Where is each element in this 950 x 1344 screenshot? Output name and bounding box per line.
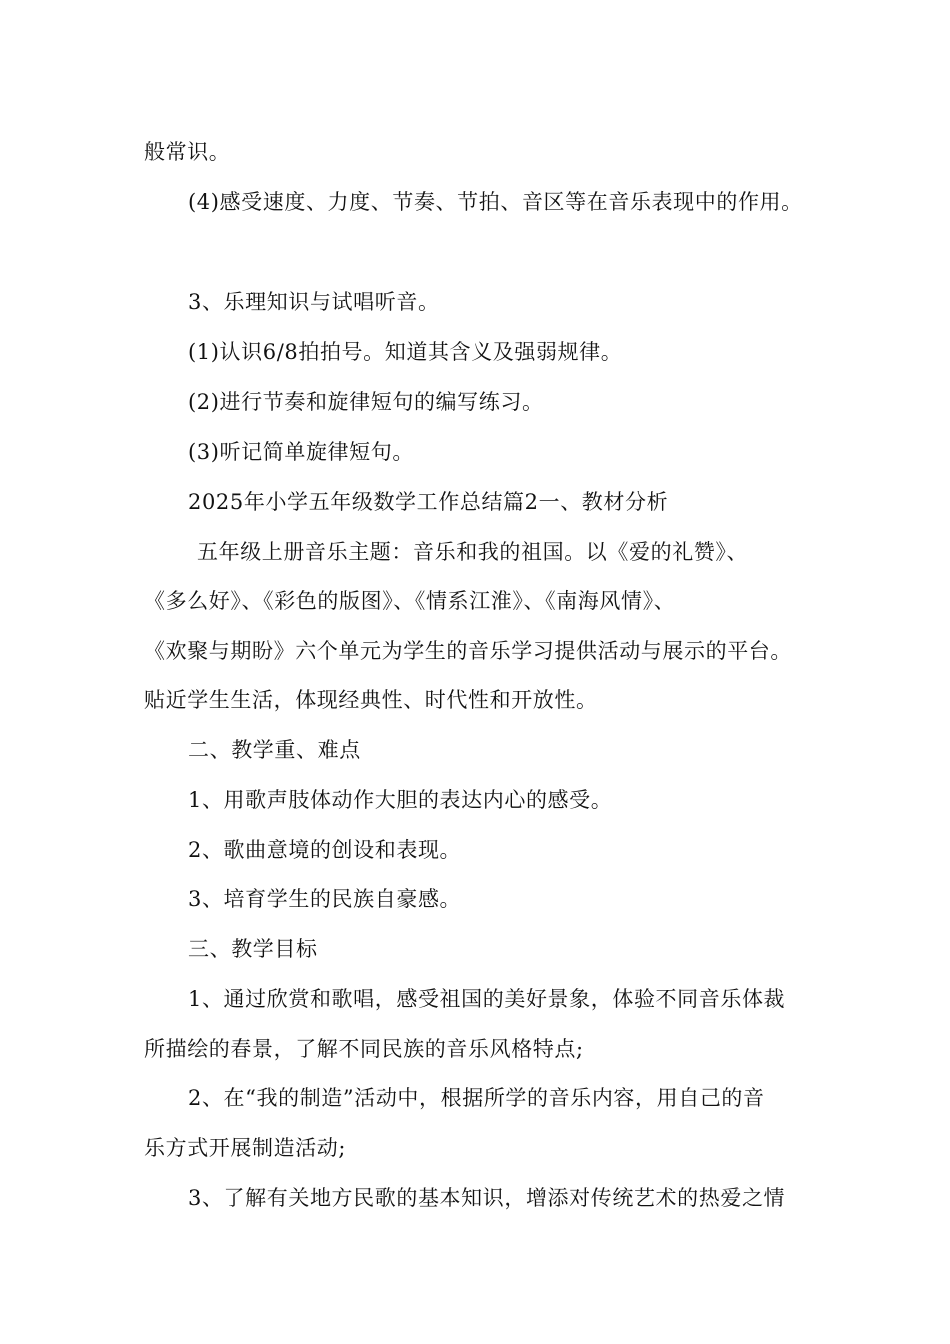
text-line: (1)认识6/8拍拍号。知道其含义及强弱规律。: [188, 340, 623, 364]
text-line: 3、了解有关地方民歌的基本知识，增添对传统艺术的热爱之情: [188, 1186, 786, 1210]
text-line: 贴近学生生活，体现经典性、时代性和开放性。: [144, 688, 598, 712]
text-line: 3、乐理知识与试唱听音。: [188, 290, 440, 314]
text-line: 1、通过欣赏和歌唱，感受祖国的美好景象，体验不同音乐体裁: [188, 987, 786, 1011]
text-line: 《欢聚与期盼》六个单元为学生的音乐学习提供活动与展示的平台。: [144, 639, 792, 663]
text-line: (3)听记简单旋律短句。: [188, 440, 414, 464]
text-line: 2、歌曲意境的创设和表现。: [188, 838, 462, 862]
text-line: 2025年小学五年级数学工作总结篇2一、教材分析: [188, 490, 669, 514]
text-line: 3、培育学生的民族自豪感。: [188, 887, 462, 911]
text-line: (2)进行节奏和旋律短句的编写练习。: [188, 390, 544, 414]
text-line: 《多么好》、《彩色的版图》、《情系江淮》、《南海风情》、: [144, 589, 676, 613]
text-line: 2、在“我的制造”活动中，根据所学的音乐内容，用自己的音: [188, 1086, 765, 1110]
text-line: 般常识。: [144, 140, 231, 164]
text-line: (4)感受速度、力度、节奏、节拍、音区等在音乐表现中的作用。: [188, 190, 803, 214]
text-line: 三、教学目标: [188, 937, 318, 961]
text-line: 乐方式开展制造活动;: [144, 1136, 347, 1160]
text-line: 所描绘的春景，了解不同民族的音乐风格特点;: [144, 1037, 584, 1061]
text-line: 五年级上册音乐主题：音乐和我的祖国。以《爱的礼赞》、: [197, 540, 749, 564]
text-line: 二、教学重、难点: [188, 738, 361, 762]
text-line: 1、用歌声肢体动作大胆的表达内心的感受。: [188, 788, 613, 812]
